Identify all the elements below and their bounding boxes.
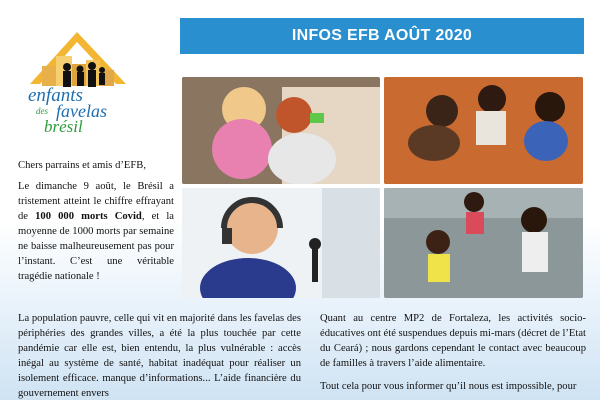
population-column <box>18 311 301 401</box>
header-banner <box>180 18 584 54</box>
svg-text:des: des <box>36 106 48 116</box>
intro-text-start: Le dimanche 9 août, le Brésil a tristement atteint le chiffre effrayant de <box>18 181 174 222</box>
svg-text:favelas: favelas <box>56 101 107 121</box>
photo-boy-headphones <box>182 188 380 298</box>
fortaleza-column <box>320 311 586 394</box>
photo-children-playing <box>182 77 380 184</box>
efb-logo <box>22 26 132 138</box>
death-count: 100 000 morts Covid <box>35 211 142 222</box>
fortaleza-paragraph: Quant au centre MP2 de Fortaleza, les activités socio-éducatives ont été suspendues depuis mi-mars (décret de l’Etat du Ceará) ; nous gardons cependant le contact avec beaucoup de familles à travers l’aide alimentaire. <box>320 313 586 369</box>
intro-paragraph <box>18 179 174 284</box>
photo-children-sand <box>384 77 583 184</box>
photo-children-favela <box>384 188 583 298</box>
greeting: Chers parrains et amis d’EFB, <box>18 160 146 171</box>
intro-text-middle: , et la moyenne de 1000 morts par semaine ne baisse malheureusement pas pour l’instant. C’est une véritable <box>18 211 174 267</box>
intro-column <box>18 158 174 284</box>
intro-text-end: tragédie nationale ! <box>18 271 100 282</box>
population-paragraph: La population pauvre, celle qui vit en majorité dans les favelas des périphéries des grandes villes, a été la plus touchée par cette pandémie car elle est, bien entendu, la plus vulnérable : accès inégal au système de santé, habitat inadéquat pour réaliser un isolement efficace. manque d’informations... L’aide financière du gouvernement envers <box>18 313 301 399</box>
closing-paragraph: Tout cela pour vous informer qu’il nous est impossible, pour <box>320 381 577 392</box>
svg-text:enfants: enfants <box>28 85 83 106</box>
page-title: INFOS EFB AOÛT 2020 <box>291 27 473 44</box>
svg-text:brésil: brésil <box>44 117 83 136</box>
